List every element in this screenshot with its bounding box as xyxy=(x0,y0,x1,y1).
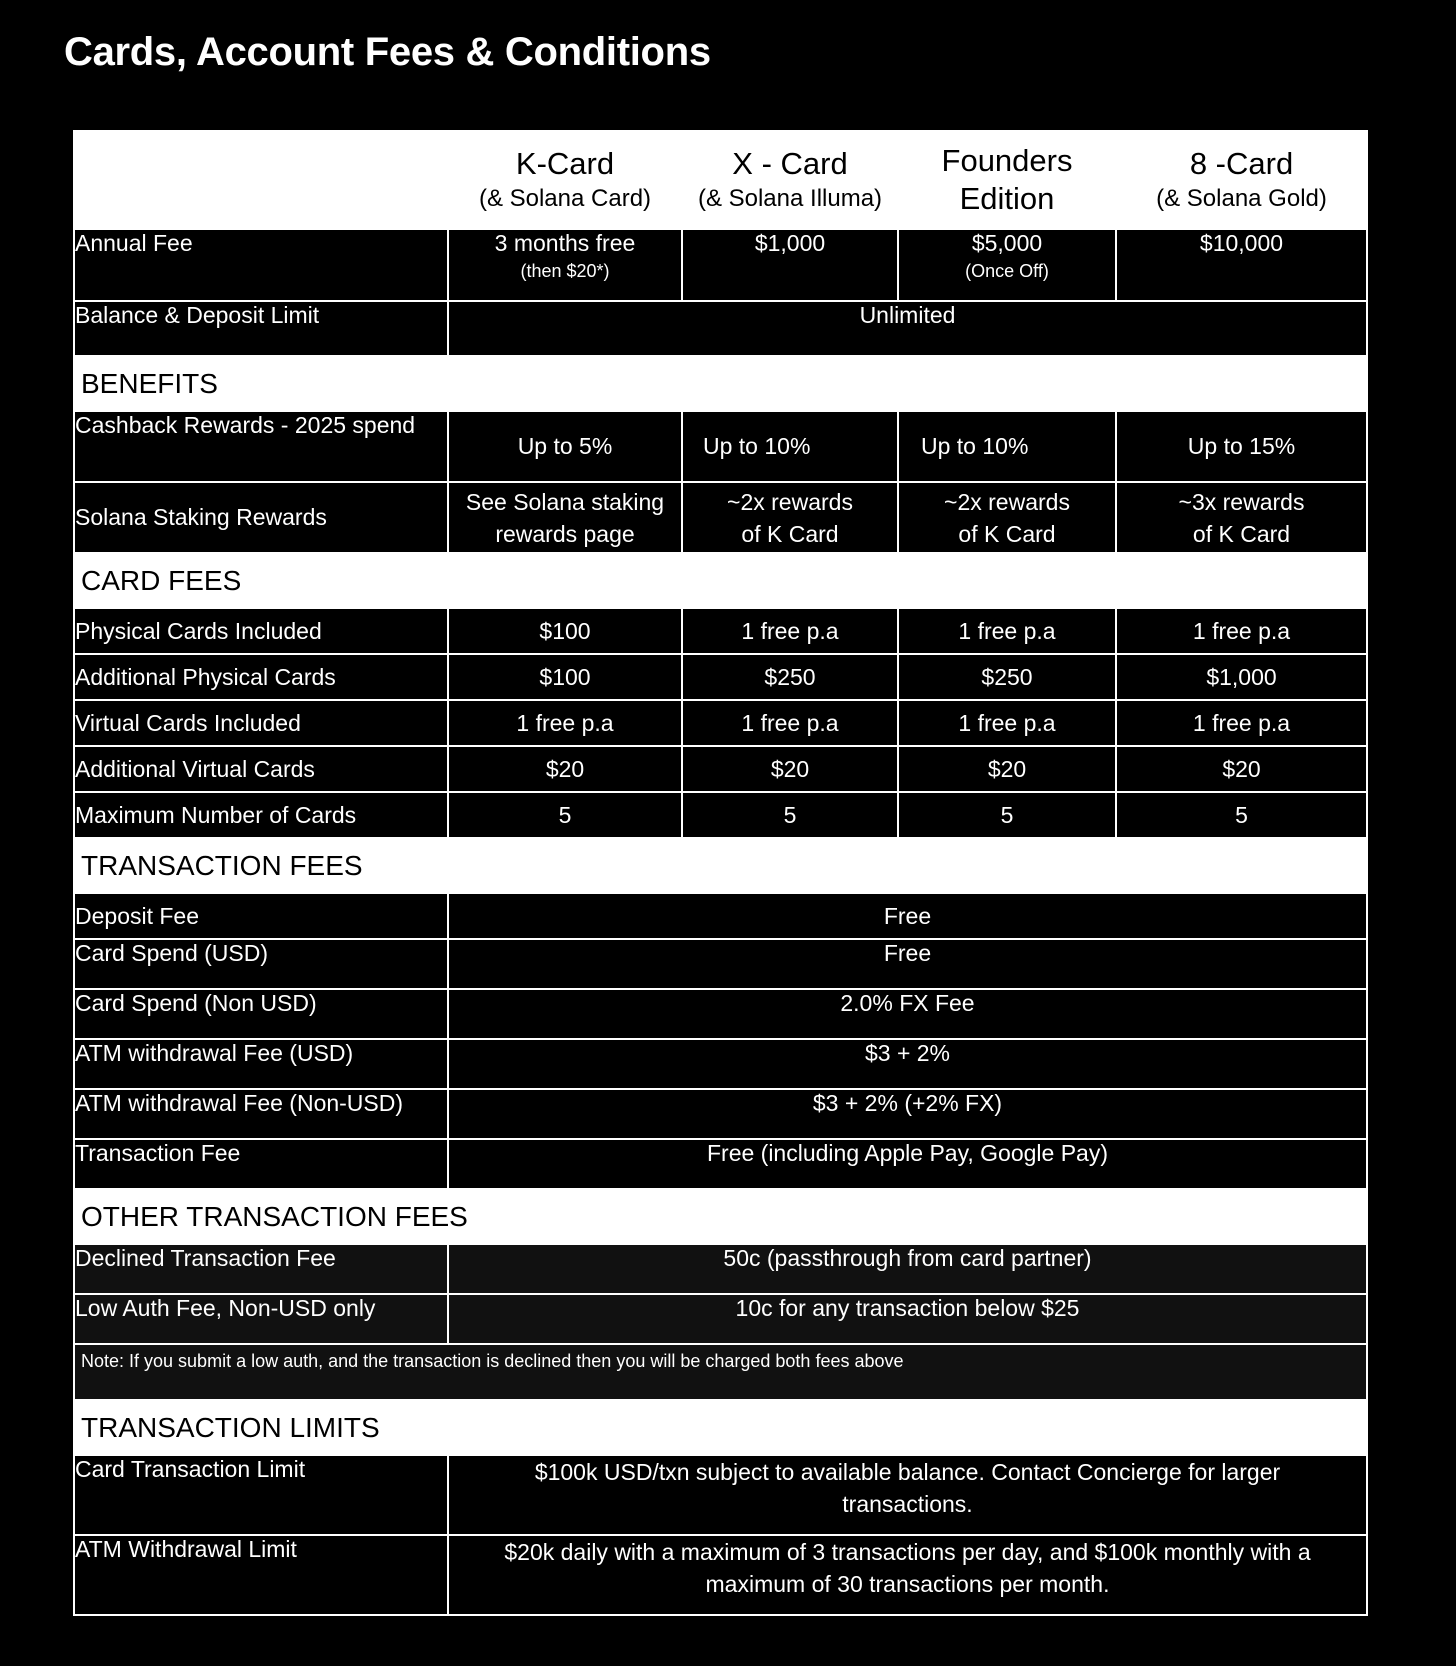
table-row xyxy=(74,989,1367,1039)
row-label: Annual Fee xyxy=(74,229,448,301)
table-row-balance-limit xyxy=(74,301,1367,356)
column-header-x-card xyxy=(682,131,898,229)
table-row xyxy=(74,939,1367,989)
row-label: Physical Cards Included xyxy=(74,608,448,654)
row-label: Additional Physical Cards xyxy=(74,654,448,700)
cell-value: 1 free p.a xyxy=(898,700,1116,746)
row-label: Deposit Fee xyxy=(74,893,448,939)
value-line: maximum of 30 transactions per month. xyxy=(705,1571,1110,1597)
row-label: Card Spend (Non USD) xyxy=(74,989,448,1039)
row-label: Solana Staking Rewards xyxy=(74,482,448,553)
cell-value: Up to 15% xyxy=(1116,411,1367,482)
cell-value: Unlimited xyxy=(448,301,1367,356)
cell-value: 1 free p.a xyxy=(1116,608,1367,654)
cell-value: 5 xyxy=(898,792,1116,838)
column-header-founders-edition xyxy=(898,131,1116,229)
note-row xyxy=(74,1344,1367,1400)
cell-value: $250 xyxy=(682,654,898,700)
cell-value: Free xyxy=(448,893,1367,939)
section-header-transaction-limits xyxy=(74,1400,1367,1455)
value-note: (Once Off) xyxy=(965,261,1049,281)
column-subtitle: (& Solana Card) xyxy=(478,185,652,212)
table-row xyxy=(74,893,1367,939)
value-line: ~2x rewards xyxy=(727,488,853,515)
value-line: transactions. xyxy=(842,1491,973,1517)
cell-value: $100 xyxy=(448,608,682,654)
cell-value: Up to 10% xyxy=(682,411,898,482)
value-line: ~2x rewards xyxy=(944,488,1070,515)
cell-value: 1 free p.a xyxy=(448,700,682,746)
value-line: of K Card xyxy=(741,520,839,547)
cell-value: $20 xyxy=(1116,746,1367,792)
cell-value: Free (including Apple Pay, Google Pay) xyxy=(448,1139,1367,1189)
cell-value: $100 xyxy=(448,654,682,700)
section-title: TRANSACTION FEES xyxy=(74,838,1367,893)
row-label: Cashback Rewards - 2025 spend xyxy=(74,411,448,482)
section-title: CARD FEES xyxy=(74,553,1367,608)
table-row xyxy=(74,608,1367,654)
row-label: ATM withdrawal Fee (Non-USD) xyxy=(74,1089,448,1139)
row-label: Card Spend (USD) xyxy=(74,939,448,989)
table-row-cashback xyxy=(74,411,1367,482)
row-label: Maximum Number of Cards xyxy=(74,792,448,838)
cell-value: $3 + 2% xyxy=(448,1039,1367,1089)
table-row xyxy=(74,746,1367,792)
cell-value: 1 free p.a xyxy=(682,608,898,654)
section-header-card-fees xyxy=(74,553,1367,608)
column-subtitle: (& Solana Illuma) xyxy=(697,185,883,212)
cell-value xyxy=(448,1535,1367,1615)
table-row xyxy=(74,654,1367,700)
value-note: (then $20*) xyxy=(520,261,610,281)
cell-value xyxy=(682,482,898,553)
cell-value: Free xyxy=(448,939,1367,989)
cell-value: 5 xyxy=(448,792,682,838)
table-row xyxy=(74,1039,1367,1089)
cell-value: 5 xyxy=(682,792,898,838)
value-text: 3 months free xyxy=(494,230,636,256)
value-text: $5,000 xyxy=(971,230,1043,256)
table-row xyxy=(74,1139,1367,1189)
cell-value: $3 + 2% (+2% FX) xyxy=(448,1089,1367,1139)
row-label: Virtual Cards Included xyxy=(74,700,448,746)
row-label: Low Auth Fee, Non-USD only xyxy=(74,1294,448,1344)
cell-value xyxy=(1116,229,1367,301)
row-label: ATM Withdrawal Limit xyxy=(74,1535,448,1615)
section-header-other-transaction-fees xyxy=(74,1189,1367,1244)
cell-value: 2.0% FX Fee xyxy=(448,989,1367,1039)
column-subtitle: (& Solana Gold) xyxy=(1156,185,1327,212)
column-name: 8 -Card xyxy=(1189,146,1294,181)
value-line: of K Card xyxy=(1192,520,1291,547)
column-header-8-card xyxy=(1116,131,1367,229)
page-title: Cards, Account Fees & Conditions xyxy=(64,30,711,74)
row-label: Additional Virtual Cards xyxy=(74,746,448,792)
column-subtitle: Edition xyxy=(959,181,1055,216)
section-header-benefits xyxy=(74,356,1367,411)
column-header-k-card xyxy=(448,131,682,229)
section-title: BENEFITS xyxy=(74,356,1367,411)
section-header-transaction-fees xyxy=(74,838,1367,893)
table-row xyxy=(74,1294,1367,1344)
cell-value xyxy=(448,229,682,301)
cell-value: 1 free p.a xyxy=(1116,700,1367,746)
cell-value: Up to 5% xyxy=(448,411,682,482)
cell-value: $250 xyxy=(898,654,1116,700)
column-name: Founders xyxy=(941,143,1073,178)
table-row xyxy=(74,700,1367,746)
row-label: Transaction Fee xyxy=(74,1139,448,1189)
header-blank-cell xyxy=(74,131,448,229)
cell-value: 50c (passthrough from card partner) xyxy=(448,1244,1367,1294)
row-label: Card Transaction Limit xyxy=(74,1455,448,1535)
column-name: K-Card xyxy=(515,146,615,181)
cell-value xyxy=(682,229,898,301)
cell-value: $20 xyxy=(448,746,682,792)
table-row-annual-fee xyxy=(74,229,1367,301)
value-line: of K Card xyxy=(958,520,1056,547)
cell-value: 1 free p.a xyxy=(898,608,1116,654)
cell-value xyxy=(448,1455,1367,1535)
row-label: Balance & Deposit Limit xyxy=(74,301,448,356)
table-row xyxy=(74,792,1367,838)
section-title: TRANSACTION LIMITS xyxy=(74,1400,1367,1455)
value-line: See Solana staking xyxy=(465,488,665,515)
cell-value: Up to 10% xyxy=(898,411,1116,482)
cell-value: 10c for any transaction below $25 xyxy=(448,1294,1367,1344)
cell-value: $1,000 xyxy=(1116,654,1367,700)
table-row-staking xyxy=(74,482,1367,553)
cell-value: $20 xyxy=(682,746,898,792)
row-label: Declined Transaction Fee xyxy=(74,1244,448,1294)
note-text: Note: If you submit a low auth, and the transaction is declined then you will be charged both fees above xyxy=(74,1344,1367,1400)
cell-value xyxy=(898,229,1116,301)
table-row xyxy=(74,1535,1367,1615)
cell-value xyxy=(1116,482,1367,553)
cell-value: $20 xyxy=(898,746,1116,792)
cell-value xyxy=(898,482,1116,553)
table-row xyxy=(74,1089,1367,1139)
value-text: $1,000 xyxy=(754,230,826,256)
row-label: ATM withdrawal Fee (USD) xyxy=(74,1039,448,1089)
value-line: rewards page xyxy=(495,520,635,547)
value-text: $10,000 xyxy=(1199,230,1284,256)
value-line: $20k daily with a maximum of 3 transactions per day, and $100k monthly with a xyxy=(504,1539,1311,1565)
column-name: X - Card xyxy=(732,146,848,181)
header-row xyxy=(74,131,1367,229)
cell-value xyxy=(448,482,682,553)
fees-table xyxy=(73,130,1368,1616)
table-row xyxy=(74,1455,1367,1535)
value-line: ~3x rewards xyxy=(1178,488,1305,515)
cell-value: 5 xyxy=(1116,792,1367,838)
section-title: OTHER TRANSACTION FEES xyxy=(74,1189,1367,1244)
table-row xyxy=(74,1244,1367,1294)
value-line: $100k USD/txn subject to available balance. Contact Concierge for larger xyxy=(534,1459,1281,1485)
cell-value: 1 free p.a xyxy=(682,700,898,746)
